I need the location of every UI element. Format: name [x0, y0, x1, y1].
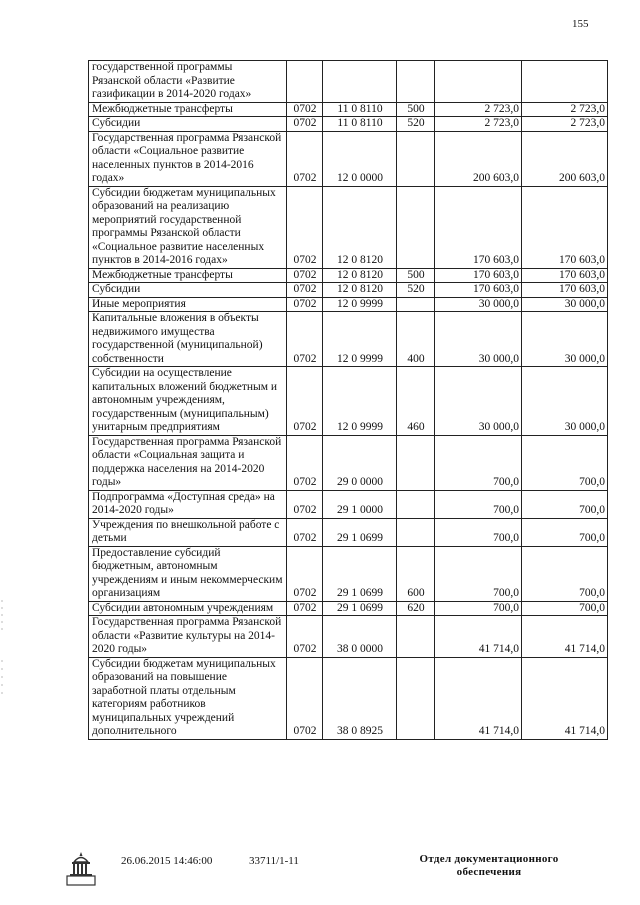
row-target-code: 29 1 0699 — [323, 546, 397, 601]
row-expense-type: 620 — [397, 601, 435, 616]
row-expense-type — [397, 518, 435, 546]
footer-department — [404, 853, 574, 879]
footer-department-line2: обеспечения — [456, 866, 522, 878]
row-target-code — [323, 61, 397, 103]
row-target-code: 12 0 8120 — [323, 268, 397, 283]
row-name: Субсидии бюджетам муниципальных образований на повышение заработной платы отдельным категориям работников муниципальных учреждений дополнительного — [89, 657, 287, 739]
row-name: Учреждения по внешкольной работе с детьми — [89, 518, 287, 546]
row-sum-total: 2 723,0 — [522, 102, 608, 117]
row-expense-type — [397, 616, 435, 658]
margin-mark-icon — [0, 600, 8, 720]
row-expense-type — [397, 490, 435, 518]
row-sum-total: 700,0 — [522, 601, 608, 616]
row-sum-total — [522, 61, 608, 103]
row-sum-2015: 700,0 — [435, 490, 522, 518]
row-section: 0702 — [287, 297, 323, 312]
row-section: 0702 — [287, 283, 323, 298]
row-expense-type — [397, 186, 435, 268]
table-row — [89, 102, 608, 117]
row-sum-2015: 700,0 — [435, 601, 522, 616]
table-row — [89, 435, 608, 490]
row-target-code: 12 0 8120 — [323, 186, 397, 268]
row-expense-type: 500 — [397, 268, 435, 283]
table-row — [89, 616, 608, 658]
table-row — [89, 186, 608, 268]
row-expense-type — [397, 435, 435, 490]
row-expense-type — [397, 131, 435, 186]
row-name: Субсидии — [89, 117, 287, 132]
table-row — [89, 657, 608, 739]
row-sum-2015: 700,0 — [435, 518, 522, 546]
row-sum-total: 2 723,0 — [522, 117, 608, 132]
row-target-code: 12 0 9999 — [323, 297, 397, 312]
table-row — [89, 131, 608, 186]
row-name: Субсидии бюджетам муниципальных образований на реализацию мероприятий государственной программы Рязанской области «Социальное развитие населенных пунктов в 2014-2016 годах» — [89, 186, 287, 268]
table-row — [89, 297, 608, 312]
table-row — [89, 601, 608, 616]
row-name: Государственная программа Рязанской области «Социальное развитие населенных пунктов в 2014-2016 годах» — [89, 131, 287, 186]
row-name: Субсидии — [89, 283, 287, 298]
row-sum-total: 30 000,0 — [522, 312, 608, 367]
row-target-code: 29 1 0699 — [323, 518, 397, 546]
table-row — [89, 312, 608, 367]
row-section: 0702 — [287, 435, 323, 490]
table-row — [89, 283, 608, 298]
row-name: Предоставление субсидий бюджетным, автономным учреждениям и иным некоммерческим организациям — [89, 546, 287, 601]
row-sum-total: 170 603,0 — [522, 268, 608, 283]
row-sum-total: 700,0 — [522, 490, 608, 518]
footer-date: 26.06.2015 14:46:00 — [121, 855, 213, 867]
row-target-code: 11 0 8110 — [323, 117, 397, 132]
row-section: 0702 — [287, 312, 323, 367]
row-target-code: 38 0 0000 — [323, 616, 397, 658]
row-name: Капитальные вложения в объекты недвижимого имущества государственной (муниципальной) собственности — [89, 312, 287, 367]
row-expense-type: 500 — [397, 102, 435, 117]
table-row — [89, 61, 608, 103]
row-sum-2015: 41 714,0 — [435, 657, 522, 739]
row-target-code: 29 1 0000 — [323, 490, 397, 518]
row-sum-2015: 2 723,0 — [435, 117, 522, 132]
row-expense-type: 600 — [397, 546, 435, 601]
row-name: Субсидии автономным учреждениям — [89, 601, 287, 616]
table-row — [89, 518, 608, 546]
row-target-code: 12 0 9999 — [323, 312, 397, 367]
row-sum-2015: 200 603,0 — [435, 131, 522, 186]
row-section: 0702 — [287, 102, 323, 117]
row-name: государственной программы Рязанской области «Развитие газификации в 2014-2020 годах» — [89, 61, 287, 103]
row-sum-2015: 30 000,0 — [435, 367, 522, 436]
row-name: Межбюджетные трансферты — [89, 268, 287, 283]
row-section: 0702 — [287, 186, 323, 268]
row-sum-total: 30 000,0 — [522, 297, 608, 312]
budget-table-body — [89, 61, 608, 740]
row-sum-2015: 170 603,0 — [435, 283, 522, 298]
footer-document-code: 33711/1-11 — [249, 855, 299, 867]
row-section: 0702 — [287, 657, 323, 739]
row-target-code: 12 0 9999 — [323, 367, 397, 436]
row-sum-total: 41 714,0 — [522, 616, 608, 658]
duma-logo-icon — [64, 850, 98, 886]
row-name: Государственная программа Рязанской области «Социальная защита и поддержка населения на 2014-2020 годы» — [89, 435, 287, 490]
row-target-code: 29 1 0699 — [323, 601, 397, 616]
row-target-code: 38 0 8925 — [323, 657, 397, 739]
row-sum-total: 41 714,0 — [522, 657, 608, 739]
row-target-code: 12 0 0000 — [323, 131, 397, 186]
page-number: 155 — [572, 18, 589, 30]
row-sum-2015: 170 603,0 — [435, 186, 522, 268]
row-name: Субсидии на осуществление капитальных вложений бюджетным и автономным учреждениям, государственным (муниципальным) унитарным предприятиям — [89, 367, 287, 436]
row-expense-type — [397, 297, 435, 312]
table-row — [89, 268, 608, 283]
row-section: 0702 — [287, 117, 323, 132]
row-section: 0702 — [287, 616, 323, 658]
row-sum-2015: 30 000,0 — [435, 297, 522, 312]
table-row — [89, 117, 608, 132]
row-sum-2015: 170 603,0 — [435, 268, 522, 283]
row-expense-type — [397, 657, 435, 739]
row-sum-total: 700,0 — [522, 546, 608, 601]
row-sum-total: 700,0 — [522, 435, 608, 490]
row-section: 0702 — [287, 490, 323, 518]
row-sum-2015: 2 723,0 — [435, 102, 522, 117]
row-sum-2015: 41 714,0 — [435, 616, 522, 658]
row-name: Межбюджетные трансферты — [89, 102, 287, 117]
row-target-code: 11 0 8110 — [323, 102, 397, 117]
row-sum-2015: 30 000,0 — [435, 312, 522, 367]
row-sum-2015 — [435, 61, 522, 103]
footer-department-line1: Отдел документационного — [419, 853, 559, 865]
row-section: 0702 — [287, 131, 323, 186]
row-name: Государственная программа Рязанской области «Развитие культуры на 2014-2020 годы» — [89, 616, 287, 658]
row-target-code: 12 0 8120 — [323, 283, 397, 298]
row-expense-type: 520 — [397, 283, 435, 298]
row-section: 0702 — [287, 367, 323, 436]
row-section: 0702 — [287, 268, 323, 283]
row-sum-total: 200 603,0 — [522, 131, 608, 186]
row-sum-2015: 700,0 — [435, 435, 522, 490]
row-sum-total: 170 603,0 — [522, 186, 608, 268]
row-sum-2015: 700,0 — [435, 546, 522, 601]
row-section: 0702 — [287, 546, 323, 601]
row-sum-total: 700,0 — [522, 518, 608, 546]
row-name: Подпрограмма «Доступная среда» на 2014-2020 годы» — [89, 490, 287, 518]
table-row — [89, 490, 608, 518]
table-row — [89, 367, 608, 436]
table-row — [89, 546, 608, 601]
row-expense-type — [397, 61, 435, 103]
row-expense-type: 520 — [397, 117, 435, 132]
row-expense-type: 400 — [397, 312, 435, 367]
row-section: 0702 — [287, 601, 323, 616]
row-expense-type: 460 — [397, 367, 435, 436]
row-section — [287, 61, 323, 103]
budget-table — [88, 60, 608, 740]
row-target-code: 29 0 0000 — [323, 435, 397, 490]
row-sum-total: 170 603,0 — [522, 283, 608, 298]
row-sum-total: 30 000,0 — [522, 367, 608, 436]
row-name: Иные мероприятия — [89, 297, 287, 312]
row-section: 0702 — [287, 518, 323, 546]
